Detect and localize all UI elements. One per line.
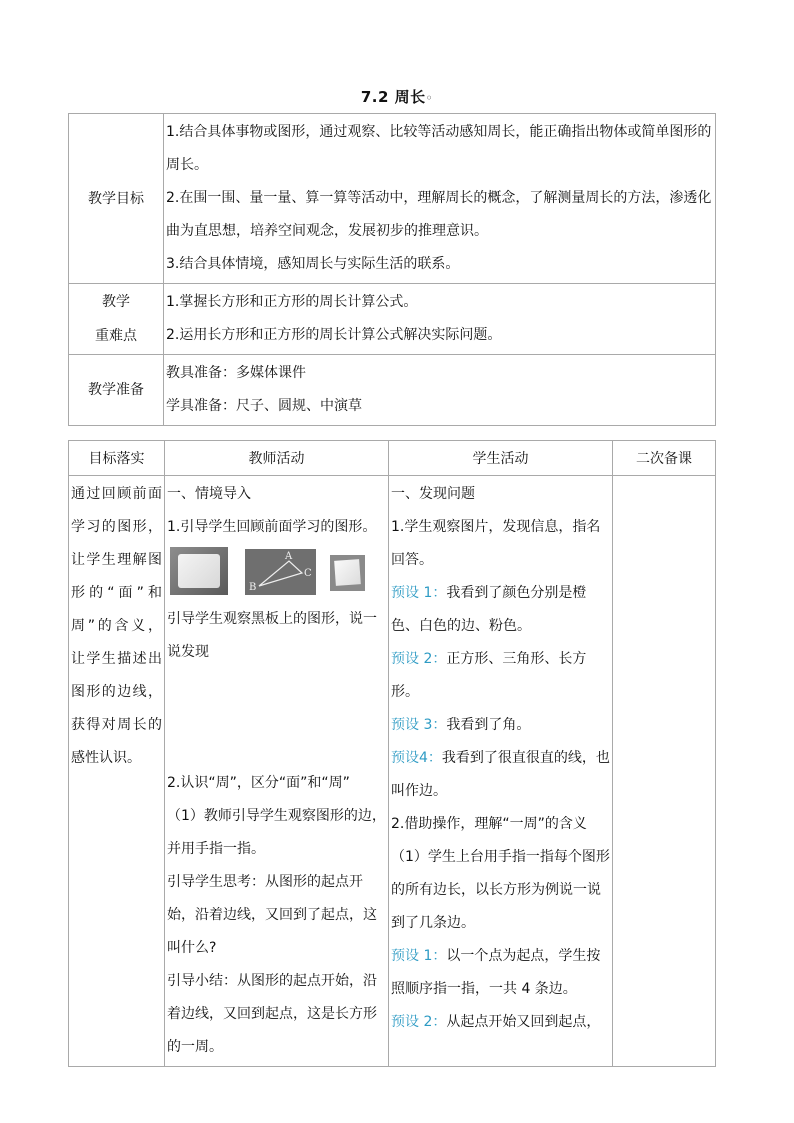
keypoints-row	[69, 284, 716, 355]
preset-text: 我看到了角。	[446, 717, 531, 733]
teacher-item: 1.引导学生回顾前面学习的图形。	[167, 519, 377, 535]
student-preset	[391, 742, 610, 808]
preparation-line: 教具准备：多媒体课件	[166, 365, 306, 381]
vertex-label-b: B	[249, 582, 257, 593]
student-item: 2.借助操作，理解“一周”的含义	[391, 816, 587, 832]
preset-tag: 预设 3：	[391, 717, 447, 733]
header-student: 学生活动	[389, 441, 613, 476]
teacher-item: 2.认识“周”，区分“面”和“周”	[167, 775, 350, 791]
teacher-spacer	[167, 669, 386, 767]
student-section-title: 一、发现问题	[391, 486, 475, 502]
header-goal: 目标落实	[69, 441, 165, 476]
row-label-keypoints-line1: 教学	[102, 294, 130, 310]
header-teacher: 教师活动	[165, 441, 389, 476]
objective-line: 2.在围一围、量一量、算一算等活动中，理解周长的概念，了解测量周长的方法，渗透化曲为直思想，培养空间观念，发展初步的推理意识。	[166, 190, 712, 239]
keypoint-line: 1.掌握长方形和正方形的周长计算公式。	[166, 294, 418, 310]
objective-line: 3.结合具体情境，感知周长与实际生活的联系。	[166, 256, 460, 272]
notes-cell	[613, 476, 716, 1067]
teacher-observe: 引导学生观察黑板上的图形，说一说发现	[167, 611, 377, 660]
student-preset	[391, 1006, 610, 1039]
preset-tag: 预设 2：	[391, 651, 447, 667]
preset-tag: 预设 1：	[391, 585, 447, 601]
triangle-diagram	[245, 549, 316, 595]
preset-text: 从起点开始又回到起点，	[446, 1014, 601, 1030]
teacher-section-title: 一、情境导入	[167, 486, 251, 502]
preset-tag: 预设 1：	[391, 948, 447, 964]
objectives-row	[69, 114, 716, 284]
row-label-keypoints	[69, 284, 164, 355]
goal-cell	[69, 476, 165, 1067]
activity-table	[68, 440, 716, 1067]
student-sub-item: （1）学生上台用手指一指每个图形的所有边长，以长方形为例说一说到了几条边。	[391, 849, 610, 931]
title-mark: ◦	[425, 91, 434, 105]
preset-text: 以一个点为起点，学生按照顺序指一指，一共 4 条边。	[391, 948, 601, 997]
row-label-objectives: 教学目标	[69, 114, 164, 284]
teacher-think: 引导学生思考：从图形的起点开始，沿着边线，又回到了起点，这叫什么?	[167, 874, 377, 956]
shape-images	[167, 547, 386, 597]
objectives-content	[164, 114, 716, 284]
page-title	[0, 86, 794, 107]
activity-header-row	[69, 441, 716, 476]
preset-text: 我看到了很直很直的线，也叫作边。	[391, 750, 610, 799]
student-preset	[391, 709, 610, 742]
teacher-cell	[165, 476, 389, 1067]
title-text: 7.2 周长	[360, 88, 426, 106]
goal-text: 通过回顾前面学习的图形，让学生理解图形的“面”和周”的含义，让学生描述出图形的边线，获得对周长的感性认识。	[71, 486, 162, 766]
preset-tag: 预设4：	[391, 750, 442, 766]
student-item: 1.学生观察图片，发现信息，指名回答。	[391, 519, 601, 568]
preset-text: 我看到了颜色分别是橙色、白色的边、粉色。	[391, 585, 587, 634]
row-label-keypoints-line2: 重难点	[95, 328, 137, 344]
preparation-line: 学具准备：尺子、圆规、中演草	[166, 398, 362, 414]
teacher-summary: 引导小结：从图形的起点开始，沿着边线，又回到起点，这是长方形的一周。	[167, 973, 377, 1055]
objective-line: 1.结合具体事物或图形，通过观察、比较等活动感知周长，能正确指出物体或简单图形的周长。	[166, 124, 712, 173]
student-preset	[391, 577, 610, 643]
preparation-row	[69, 355, 716, 426]
small-square-photo-image	[330, 555, 365, 591]
preset-tag: 预设 2：	[391, 1014, 447, 1030]
student-cell	[389, 476, 613, 1067]
row-label-preparation: 教学准备	[69, 355, 164, 426]
activity-body-row	[69, 476, 716, 1067]
square-photo-image	[170, 547, 228, 595]
student-preset	[391, 940, 610, 1006]
teacher-sub-item: （1）教师引导学生观察图形的边，并用手指一指。	[167, 808, 386, 857]
vertex-label-a: A	[285, 551, 293, 562]
objectives-table	[68, 113, 716, 426]
triangle-diagram-image	[245, 549, 316, 595]
vertex-label-c: C	[304, 568, 312, 579]
student-preset	[391, 643, 610, 709]
preset-text: 正方形、三角形、长方形。	[391, 651, 587, 700]
keypoints-content	[164, 284, 716, 355]
preparation-content	[164, 355, 716, 426]
keypoint-line: 2.运用长方形和正方形的周长计算公式解决实际问题。	[166, 327, 502, 343]
header-notes: 二次备课	[613, 441, 716, 476]
